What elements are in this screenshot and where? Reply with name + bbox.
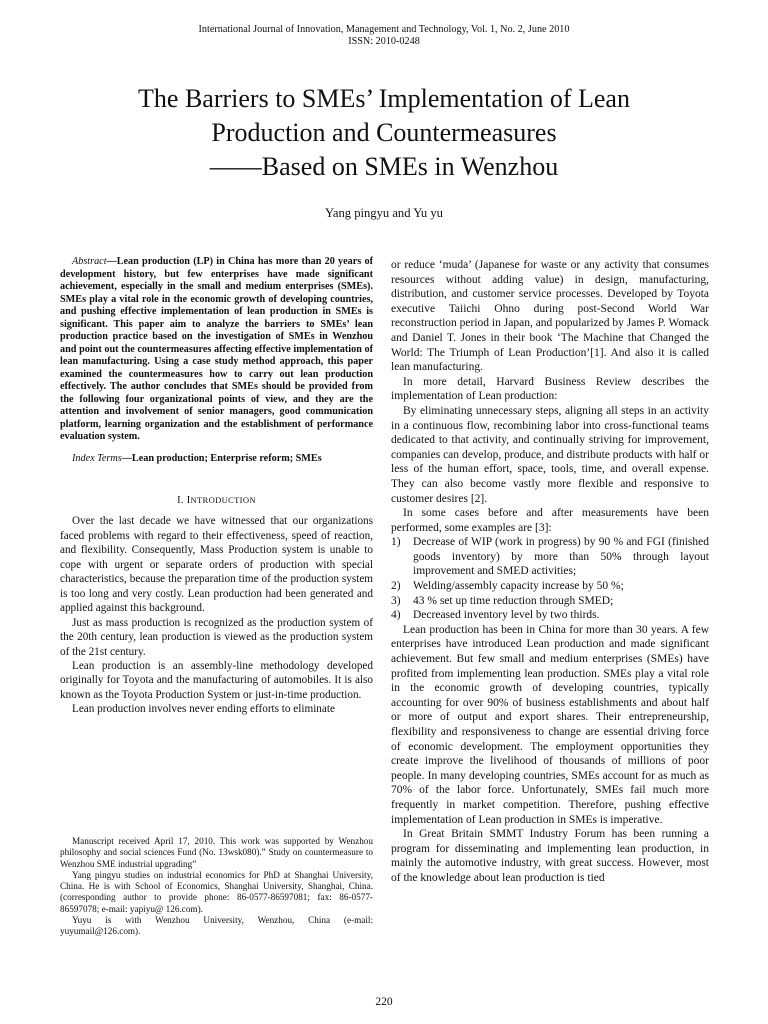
list-item <box>391 594 709 609</box>
section-heading-introduction <box>60 493 373 508</box>
abstract-text: —Lean production (LP) in China has more than 20 years of development history, but few enterprises have made significant achievement, especially in the small and medium enterprises (SMEs). SMEs play a vital role in the economic growth of developing countries, and pushing effective implementation of lean production in SMEs is significant. This paper aim to analyze the barriers to SMEs’ lean production practice based on the investigation of SMEs in Wenzhou and point out the countermeasures affecting effective implementation of lean manufacturing. Using a case study method approach, this paper examined the countermeasures how to carry out lean production effectively. The author concludes that SMEs should be provided from the following four organizational points of view, and they are the attention and involvement of senior managers, good communication platform, learning organization and the establishment of performance evaluation system. <box>60 256 373 442</box>
section-first-letter: I <box>186 495 191 506</box>
index-terms-text: —Lean production; Enterprise reform; SMEs <box>121 452 322 464</box>
intro-paragraph-2: Just as mass production is recognized as the production system of the 20th century, lean production is viewed as the production system of the 21st century. <box>60 616 373 658</box>
body-paragraph-muda: or reduce ‘muda’ (Japanese for waste or any activity that consumes resources without adding value) in design, manufacturing, distribution, and customer service processes. Developed by Toyota executive Taiichi Ohno during post-Second World War reconstruction period in Japan, and popularized by James P. Womack and Daniel T. Jones in their book ‘The Machine that Changed the World: The Triumph of Lean Production’[1]. And also it is called lean manufacturing. <box>391 259 709 374</box>
list-text: Decreased inventory level by two thirds. <box>413 609 600 622</box>
journal-header <box>0 24 768 48</box>
body-paragraph-examples: In some cases before and after measurements have been performed, some examples are [3]: <box>391 507 709 534</box>
list-item <box>391 608 709 623</box>
list-text: Welding/assembly capacity increase by 50 %; <box>413 580 624 593</box>
intro-paragraph-4: Lean production involves never ending efforts to eliminate <box>72 703 335 716</box>
journal-issn: ISSN: 2010-0248 <box>348 36 420 47</box>
index-terms-lead: Index Terms <box>72 452 122 464</box>
list-text: 43 % set up time reduction through SMED; <box>413 594 614 607</box>
right-column <box>391 258 709 886</box>
footnote-author-2: Yuyu is with Wenzhou University, Wenzhou, China (e-mail: yuyumail@126.com). <box>60 915 373 937</box>
intro-paragraph-1: Over the last decade we have witnessed that our organizations faced problems with regard to their effectiveness, speed of reaction, and flexibility. Consequently, Mass Production system is unable to cope with urgent or separate orders of production with special characteristics, because the preparation time of the production system is too long and very costly. Lean production had been generated and applied against this background. <box>60 515 373 615</box>
abstract-lead: Abstract <box>72 256 107 267</box>
footnote-author-1: Yang pingyu studies on industrial economics for PhD at Shanghai University, China. He is with School of Economics, Shanghai University, Shanghai, China. (corresponding author to provide phone: 86-0577-86597081; fax: 86-0577-86597078; e-mail: yapiyu@ 126.com). <box>60 869 373 914</box>
title-line-2: Production and Countermeasures <box>211 118 557 147</box>
page-number: 220 <box>375 996 393 1008</box>
journal-citation: International Journal of Innovation, Management and Technology, Vol. 1, No. 2, June 2010 <box>198 24 570 35</box>
section-title-rest: NTRODUCTION <box>190 495 256 505</box>
section-numeral: I. <box>177 495 184 506</box>
footnote-manuscript: Manuscript received April 17, 2010. This work was supported by Wenzhou philosophy and social sciences Fund (No. 13wsk080).” Study on countermeasure to Wenzhou SME industrial upgrading” <box>60 836 373 869</box>
paper-title <box>60 82 708 184</box>
index-terms <box>60 453 373 466</box>
intro-paragraph-3: Lean production is an assembly-line methodology developed originally for Toyota and the manufacturing of automobiles. It is also known as the Toyota Production System or just-in-time production. <box>60 659 373 701</box>
footnotes <box>60 836 373 938</box>
list-item <box>391 579 709 594</box>
author-list: Yang pingyu and Yu yu <box>325 206 443 220</box>
body-paragraph-quote: By eliminating unnecessary steps, aligning all steps in an activity in a continuous flow, recombining labor into cross-functional teams dedicated to that activity, and continually striving for improvement, companies can develop, produce, and distribute products with half or less of the human effort, space, tools, time, and overall expense. They can also become vastly more flexible and responsive to customer desires [2]. <box>391 404 709 505</box>
title-line-3: ——Based on SMEs in Wenzhou <box>209 152 559 181</box>
list-number: 2) <box>391 580 401 593</box>
abstract <box>60 256 373 444</box>
list-text: Decrease of WIP (work in progress) by 90 % and FGI (finished goods inventory) by more than 50% through layout improvement and SMED activities; <box>413 536 709 578</box>
list-number: 4) <box>391 609 401 622</box>
list-number: 1) <box>391 536 401 549</box>
body-paragraph-smmt: In Great Britain SMMT Industry Forum has been running a program for disseminating and implementing lean production, in mainly the automotive industry, with great success. However, most of the knowledge about lean production is tied <box>391 828 709 884</box>
body-paragraph-china: Lean production has been in China for more than 30 years. A few enterprises have introduced Lean production and made significant achievement. But few small and medium enterprises (SMEs) have profited from implementing lean production. SMEs play a vital role in the economic growth of developing countries, typically accounting for over 90% of business establishments and about half or more of output and export shares. Their entrepreneurship, flexibility and responsiveness to change are essential driving force of economic development. The employment opportunities they create improve the livelihood of thousands of millions of poor people. In many developing countries, SMEs account for as much as 70% of the labor force. Unfortunately, SMEs fail much more frequently in market competition. Therefore, pushing effective implementation of Lean production in SMEs is imperative. <box>391 623 709 826</box>
title-line-1: The Barriers to SMEs’ Implementation of Lean <box>138 84 630 113</box>
body-paragraph-hbr: In more detail, Harvard Business Review describes the implementation of Lean production: <box>391 375 709 403</box>
left-column <box>60 256 373 717</box>
list-item <box>391 535 709 579</box>
list-number: 3) <box>391 594 401 607</box>
